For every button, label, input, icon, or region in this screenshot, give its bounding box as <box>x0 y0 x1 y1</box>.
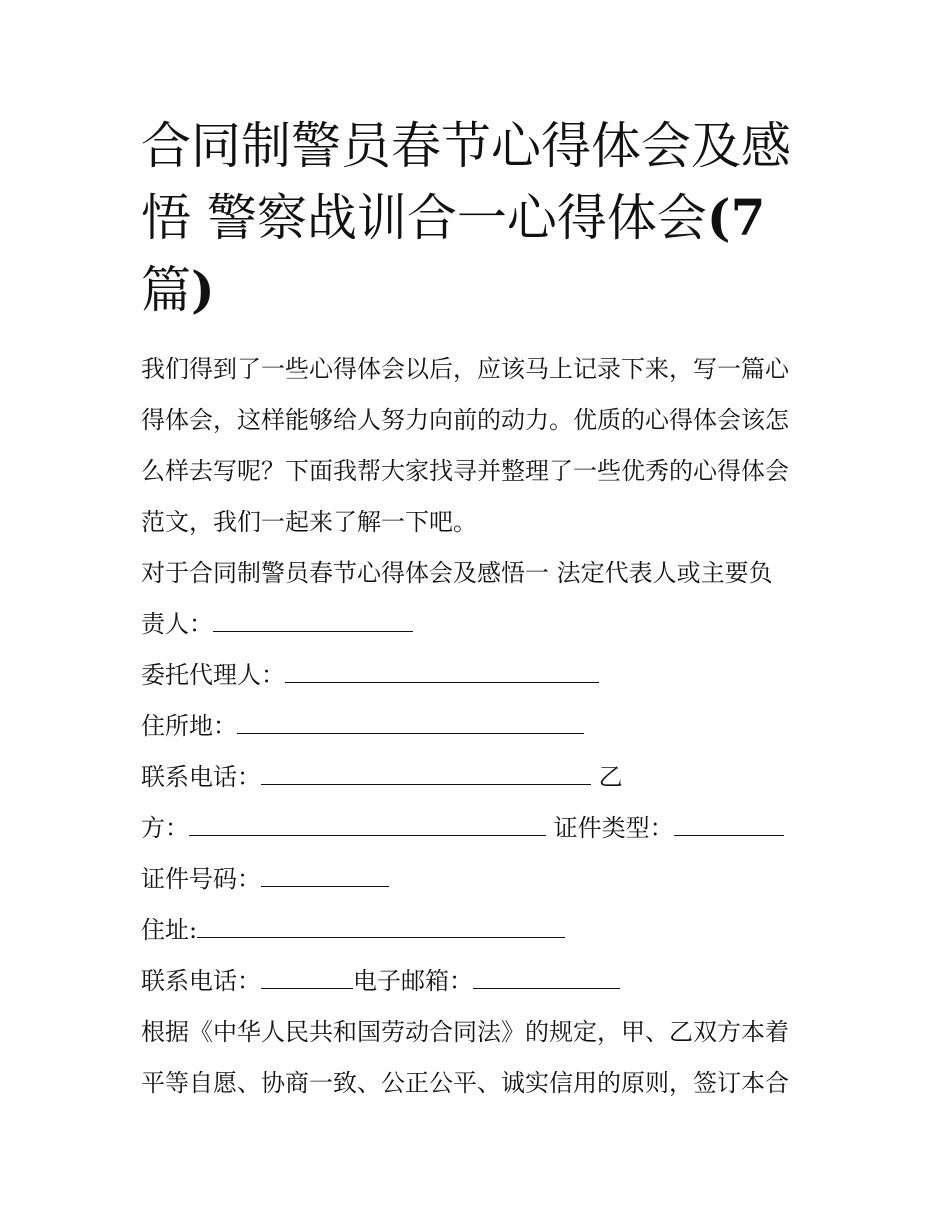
title-line-2: 悟 警察战训合一心得体会 <box>141 189 707 247</box>
party-b-blank[interactable] <box>189 815 546 836</box>
body-paragraph <box>141 1007 821 1109</box>
responsible-person-blank[interactable] <box>213 611 413 632</box>
phone-blank[interactable] <box>261 764 591 785</box>
intro-line-2: 得体会，这样能够给人努力向前的动力。优质的心得体会该怎 <box>141 406 789 434</box>
id-number-blank[interactable] <box>261 866 389 887</box>
contact-field <box>141 956 821 1007</box>
title-line-3-paren: ) <box>191 260 215 319</box>
agent-blank[interactable] <box>285 662 599 683</box>
intro-line-4: 范文，我们一起来了解一下吧。 <box>141 508 477 536</box>
responsible-person-label: 责人： <box>141 610 213 638</box>
intro-line-3: 么样去写呢？下面我帮大家找寻并整理了一些优秀的心得体会 <box>141 457 789 485</box>
party-b-field <box>141 803 821 854</box>
address-blank[interactable] <box>237 713 584 734</box>
intro-paragraph <box>141 344 821 548</box>
responsible-person-field <box>141 599 821 650</box>
id-number-field <box>141 854 821 905</box>
document-title <box>141 110 821 326</box>
agent-label: 委托代理人： <box>141 661 285 689</box>
body-line-2: 平等自愿、协商一致、公正公平、诚实信用的原则，签订本合 <box>141 1069 789 1097</box>
phone2-blank[interactable] <box>261 968 353 989</box>
residence-field <box>141 905 821 956</box>
id-type-label: 证件类型： <box>553 814 674 842</box>
residence-label: 住址: <box>141 916 198 944</box>
section-heading: 对于合同制警员春节心得体会及感悟一 法定代表人或主要负 <box>141 559 773 587</box>
phone-label: 联系电话： <box>141 763 261 791</box>
title-line-2-paren: (7 <box>706 188 766 247</box>
email-label: 电子邮箱： <box>353 967 473 995</box>
phone-field <box>141 752 821 803</box>
address-label: 住所地： <box>141 712 237 740</box>
id-type-blank[interactable] <box>674 815 784 836</box>
document-page <box>141 110 821 1109</box>
address-field <box>141 701 821 752</box>
intro-line-1: 我们得到了一些心得体会以后，应该马上记录下来，写一篇心 <box>141 355 789 383</box>
phone2-label: 联系电话： <box>141 967 261 995</box>
title-line-3: 篇 <box>141 261 191 319</box>
party-b-prefix: 乙 <box>598 763 623 791</box>
email-blank[interactable] <box>473 968 620 989</box>
party-b-label: 方： <box>141 814 189 842</box>
agent-field <box>141 650 821 701</box>
residence-blank[interactable] <box>197 917 565 938</box>
body-line-1: 根据《中华人民共和国劳动合同法》的规定，甲、乙双方本着 <box>141 1018 789 1046</box>
title-line-1: 合同制警员春节心得体会及感 <box>141 117 791 175</box>
id-number-label: 证件号码： <box>141 865 261 893</box>
